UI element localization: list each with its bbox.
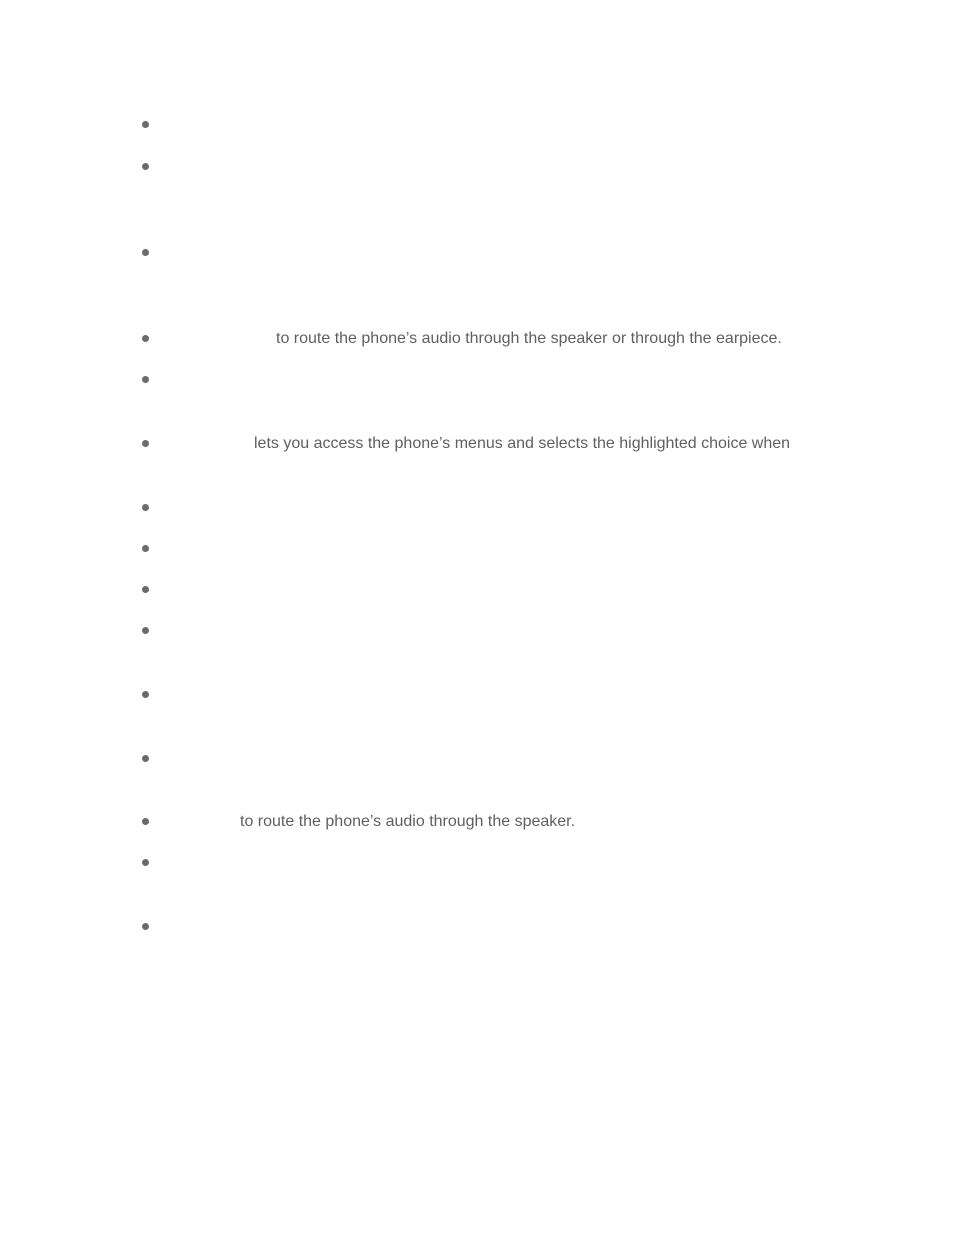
bullet-dot — [142, 755, 149, 762]
bullet-dot — [142, 504, 149, 511]
bullet-item — [0, 241, 954, 265]
bullet-dot — [142, 335, 149, 342]
bullet-dot — [142, 121, 149, 128]
bullet-item — [0, 113, 954, 137]
bullet-item — [0, 496, 954, 520]
bullet-item — [0, 368, 954, 392]
bullet-text: to route the phone’s audio through the speaker. — [240, 813, 576, 830]
bullet-dot — [142, 545, 149, 552]
bullet-dot — [142, 691, 149, 698]
bullet-text: lets you access the phone’s menus and selects the highlighted choice when — [254, 435, 791, 452]
bullet-dot — [142, 818, 149, 825]
bullet-dot — [142, 163, 149, 170]
bullet-item — [0, 537, 954, 561]
bullet-dot — [142, 923, 149, 930]
bullet-dot — [142, 586, 149, 593]
bullet-item — [0, 747, 954, 771]
bullet-item — [0, 578, 954, 602]
bullet-item — [0, 683, 954, 707]
bullet-item — [0, 915, 954, 939]
bullet-dot — [142, 376, 149, 383]
bullet-item — [0, 432, 954, 456]
bullet-item — [0, 327, 954, 351]
bullet-item — [0, 851, 954, 875]
bullet-item — [0, 810, 954, 834]
bullet-dot — [142, 440, 149, 447]
bullet-dot — [142, 627, 149, 634]
bullet-dot — [142, 249, 149, 256]
bullet-dot — [142, 859, 149, 866]
bullet-text: to route the phone’s audio through the speaker or through the earpiece. — [276, 330, 782, 347]
bullet-item — [0, 619, 954, 643]
bullet-item — [0, 155, 954, 179]
